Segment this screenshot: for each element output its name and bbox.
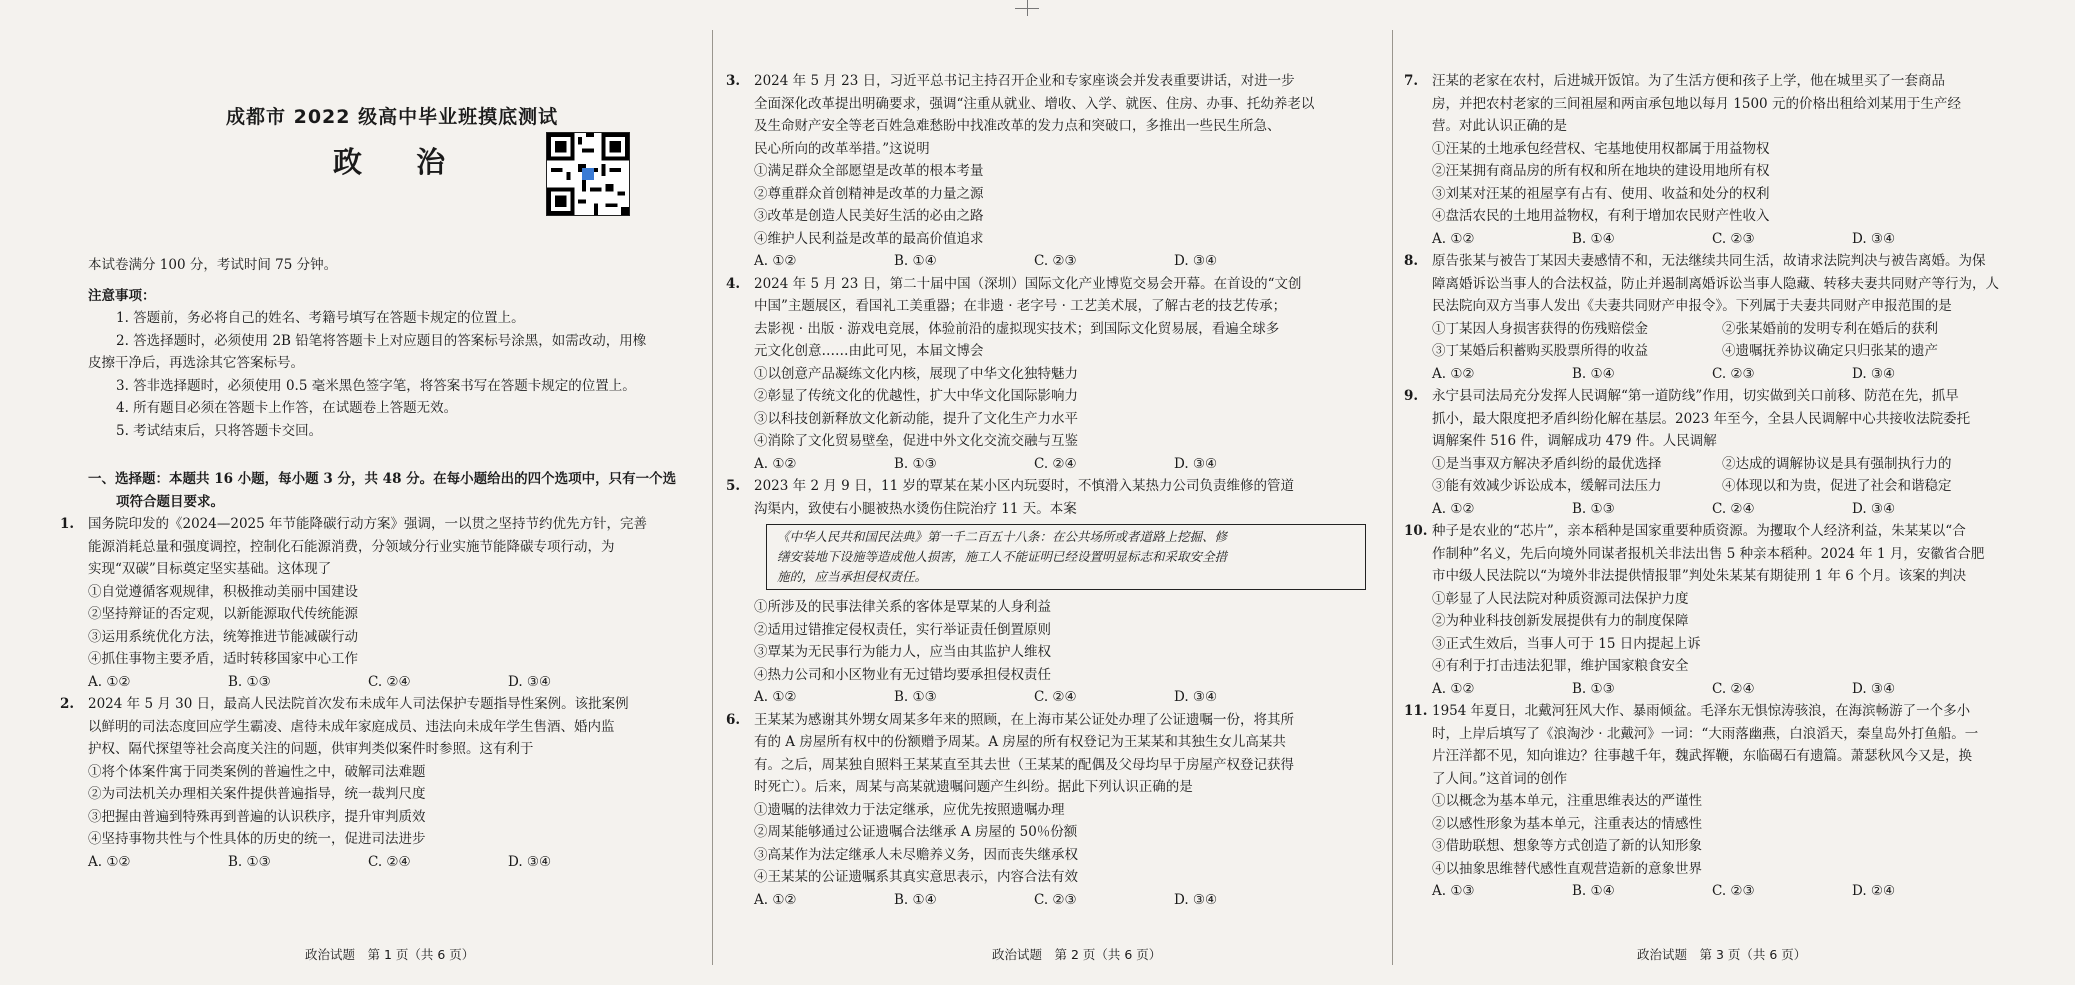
option: ③刘某对汪某的祖屋享有占有、使用、收益和处分的权利 (1432, 185, 1770, 202)
option: ①所涉及的民事法律关系的客体是覃某的人身利益 (754, 599, 1051, 615)
answer-choice[interactable]: B. ①③ (228, 673, 271, 690)
answer-choices (1432, 498, 2045, 521)
notice-item: 4. 所有题目必须在答题卡上作答，在试题卷上答题无效。 (116, 400, 458, 416)
answer-choice[interactable]: A. ①② (88, 853, 131, 870)
answer-choice[interactable]: D. ③④ (508, 673, 552, 690)
answer-choice[interactable]: A. ①② (1432, 365, 1475, 382)
question-stem-line (754, 340, 1366, 363)
answer-choices (88, 671, 694, 694)
option: ③能有效减少诉讼成本，缓解司法压力 (1432, 478, 1662, 494)
question-1 (60, 513, 694, 693)
question-stem-line (1432, 93, 2045, 116)
question-stem: 中国”主题展区，看国礼工美重器；在非遗 · 老字号 · 工艺美术展，了解古老的技艺传承； (754, 298, 1287, 314)
question-stem: 房，并把农村老家的三间祖屋和两亩承包地以每月 1500 元的价格出租给刘某用于生产经 (1432, 95, 1961, 112)
option: ④维护人民利益是改革的最高价值追求 (754, 230, 984, 247)
question-number: 10. (1404, 523, 1428, 539)
answer-choice[interactable]: B. ①③ (1572, 680, 1615, 697)
quote-line: 施的，应当承担侵权责任。 (777, 569, 928, 584)
option: ④坚持事物共性与个性具体的历史的统一，促进司法进步 (88, 831, 426, 847)
option-row (1432, 453, 2045, 476)
option: ①汪某的土地承包经营权、宅基地使用权都属于用益物权 (1432, 140, 1770, 157)
question-stem-line (754, 295, 1366, 318)
answer-choices (1432, 228, 2045, 251)
option: ①遗嘱的法律效力于法定继承，应优先按照遗嘱办理 (754, 801, 1065, 818)
section-heading: 一、选择题：本题共 16 小题，每小题 3 分，共 48 分。在每小题给出的四个选项中，只有一个选 (88, 471, 677, 487)
question-6 (726, 709, 1366, 912)
option-row (1432, 318, 2045, 341)
question-number: 2. (60, 696, 75, 712)
answer-choice[interactable]: D. ②④ (1852, 883, 1896, 899)
answer-choice[interactable]: B. ①④ (1572, 230, 1615, 247)
answer-choice[interactable]: C. ②③ (1712, 365, 1755, 382)
question-stem: 作制种”名义，先后向境外同谋者报机关非法出售 5 种亲本稻种。2024 年 1 月，安徽省合肥 (1432, 545, 1985, 562)
answer-choice[interactable]: C. ②④ (1712, 680, 1755, 697)
option-row (1432, 340, 2045, 363)
option: ③覃某为无民事行为能力人，应当由其监护人维权 (754, 644, 1051, 660)
question-4 (726, 273, 1366, 476)
option: ④体现以和为贵，促进了社会和谐稳定 (1722, 478, 1952, 494)
question-stem: 2024 年 5 月 23 日，第二十届中国（深圳）国际文化产业博览交易会开幕。在首设的“文创 (754, 275, 1302, 292)
option: ①以创意产品凝练文化内核，展现了中华文化独特魅力 (754, 365, 1078, 382)
answer-choice[interactable]: D. ③④ (1174, 455, 1218, 472)
option: ④抓住事物主要矛盾，适时转移国家中心工作 (88, 651, 358, 667)
question-stem: 原告张某与被告丁某因夫妻感情不和，无法继续共同生活，故请求法院判决与被告离婚。为保 (1432, 253, 1986, 269)
option: ①以概念为基本单元，注重思维表达的严谨性 (1432, 793, 1702, 809)
answer-choice[interactable]: C. ②④ (1034, 689, 1077, 705)
answer-choices (754, 453, 1366, 476)
page-1 (0, 0, 712, 985)
qr-code-icon[interactable] (546, 132, 630, 216)
answer-choice[interactable]: C. ②③ (1712, 230, 1755, 247)
question-stem-line (1432, 408, 2045, 431)
question-stem-line (726, 475, 1366, 498)
answer-choice[interactable]: B. ①④ (1572, 365, 1615, 382)
page-footer: 政治试题 第 3 页（共 6 页） (1637, 947, 1807, 962)
option: ②为司法机关办理相关案件提供普遍指导，统一裁判尺度 (88, 786, 426, 802)
answer-choice[interactable]: A. ①② (1432, 230, 1475, 247)
answer-choice[interactable]: C. ②④ (1034, 455, 1077, 472)
question-stem: 有的 A 房屋所有权中的份额赠予周某。A 房屋的所有权登记为王某某和其独生女儿高某共 (754, 734, 1286, 750)
option: ③运用系统优化方法，统筹推进节能减碳行动 (88, 628, 358, 645)
option: ③高某作为法定继承人未尽赡养义务，因而丧失继承权 (754, 846, 1078, 863)
answer-choices (754, 250, 1366, 273)
answer-choice[interactable]: A. ①② (754, 253, 797, 269)
question-stem: 有。之后，周某独自照料王某某直至其去世（王某某的配偶及父母均早于房屋产权登记获得 (754, 756, 1294, 773)
question-stem: 元文化创意……由此可见，本届文博会 (754, 343, 984, 359)
question-stem: 实现“双碳”目标奠定坚实基础。这体现了 (88, 561, 332, 577)
question-stem-line (726, 709, 1366, 732)
header (88, 52, 694, 179)
question-stem: 能源消耗总量和强度调控，控制化石能源消费，分领域分行业实施节能降碳专项行动，为 (88, 538, 615, 555)
answer-choice[interactable]: C. ②④ (368, 853, 411, 870)
question-stem: 时，上岸后填写了《浪淘沙 · 北戴河》一词：“大雨落幽燕，白浪滔天，秦皇岛外打鱼船。一 (1432, 725, 1979, 742)
answer-choice[interactable]: D. ③④ (1174, 891, 1218, 908)
answer-choice[interactable]: D. ③④ (1174, 253, 1218, 269)
question-number: 9. (1404, 388, 1419, 404)
option: ④以抽象思维替代感性直观营造新的意象世界 (1432, 860, 1702, 877)
answer-choice[interactable]: A. ①② (1432, 500, 1475, 517)
question-number: 1. (60, 516, 75, 532)
question-stem-line (1432, 295, 2045, 318)
option: ①丁某因人身损害获得的伤残赔偿金 (1432, 320, 1648, 337)
answer-choices (754, 686, 1366, 709)
question-stem: 种子是农业的“芯片”，亲本稻种是国家重要种质资源。为攫取个人经济利益，朱某某以“合 (1432, 523, 1966, 539)
question-8 (1404, 250, 2045, 385)
option: ④遗嘱抚养协议确定只归张某的遗产 (1722, 343, 1938, 359)
notice-item: 1. 答题前，务必将自己的姓名、考籍号填写在答题卡规定的位置上。 (116, 310, 525, 326)
question-stem: 2024 年 5 月 30 日，最高人民法院首次发布未成年人司法保护专题指导性案例。该批案例 (88, 696, 629, 712)
option: ③丁某婚后积蓄购买股票所得的收益 (1432, 343, 1648, 359)
question-9 (1404, 385, 2045, 520)
question-number: 4. (726, 275, 741, 292)
option: ②以感性形象为基本单元，注重表达的情感性 (1432, 815, 1702, 832)
question-stem-line (754, 776, 1366, 799)
question-stem: 抓小，最大限度把矛盾纠纷化解在基层。2023 年至今，全县人民调解中心共接收法院委托 (1432, 410, 1971, 427)
question-stem-line (1432, 543, 2045, 566)
question-list (726, 70, 1366, 911)
subject-title: 政 治 (333, 145, 468, 179)
answer-choice[interactable]: A. ①② (754, 689, 797, 705)
question-stem: 永宁县司法局充分发挥人民调解“第一道防线”作用，切实做到关口前移、防范在先，抓早 (1432, 388, 1959, 404)
option: ②尊重群众首创精神是改革的力量之源 (754, 185, 984, 202)
answer-choices (754, 889, 1366, 912)
notice-item: 5. 考试结束后，只将答题卡交回。 (116, 422, 323, 439)
question-number: 5. (726, 478, 741, 494)
question-stem-line (726, 273, 1366, 296)
option-row (1432, 475, 2045, 498)
question-stem: 了人间。”这首词的创作 (1432, 770, 1568, 787)
question-stem: 及生命财产安全等老百姓急难愁盼中找准改革的发力点和突破口，多推出一些民生所急、 (754, 118, 1281, 134)
question-stem-line (1432, 430, 2045, 453)
question-stem: 市中级人民法院以“为境外非法提供情报罪”判处朱某某有期徒刑 1 年 6 个月。该案的判决 (1432, 568, 1967, 584)
answer-choice[interactable]: D. ③④ (508, 853, 552, 870)
quote-line: 缮安装地下设施等造成他人损害，施工人不能证明已经设置明显标志和采取安全措 (777, 549, 1228, 564)
answer-choice[interactable]: D. ③④ (1852, 500, 1896, 517)
question-stem-line (754, 93, 1366, 116)
option: ③以科技创新释放文化新动能，提升了文化生产力水平 (754, 410, 1078, 427)
question-stem: 营。对此认识正确的是 (1432, 118, 1567, 134)
question-stem-line (1404, 70, 2045, 93)
option: ④盘活农民的土地用益物权，有利于增加农民财产性收入 (1432, 208, 1770, 224)
answer-choice[interactable]: B. ①③ (228, 853, 271, 870)
option: ②周某能够通过公证遗嘱合法继承 A 房屋的 50％份额 (754, 824, 1078, 840)
question-stem-line (754, 754, 1366, 777)
answer-choice[interactable]: B. ①④ (894, 891, 937, 908)
option: ③正式生效后，当事人可于 15 日内提起上诉 (1432, 635, 1701, 652)
question-stem: 王某某为感谢其外甥女周某多年来的照顾，在上海市某公证处办理了公证遗嘱一份，将其所 (754, 711, 1294, 728)
option: ②为种业科技创新发展提供有力的制度保障 (1432, 613, 1689, 629)
question-stem: 调解案件 516 件，调解成功 479 件。人民调解 (1432, 433, 1717, 449)
answer-choice[interactable]: D. ③④ (1174, 689, 1218, 705)
question-stem-line (754, 115, 1366, 138)
question-stem-line (1432, 745, 2045, 768)
answer-choice[interactable]: D. ③④ (1852, 365, 1896, 382)
question-number: 8. (1404, 253, 1419, 269)
answer-choice[interactable]: C. ②③ (1034, 891, 1077, 908)
question-stem-line (1432, 768, 2045, 791)
question-number: 11. (1404, 703, 1428, 719)
question-stem: 片汪洋都不见，知向谁边？往事越千年，魏武挥鞭，东临碣石有遗篇。萧瑟秋风今又是，换 (1432, 748, 1972, 764)
option: ①满足群众全部愿望是改革的根本考量 (754, 163, 984, 179)
option: ②张某婚前的发明专利在婚后的获利 (1722, 320, 1938, 337)
option: ②坚持辩证的否定观，以新能源取代传统能源 (88, 606, 358, 622)
answer-choice[interactable]: B. ①④ (894, 253, 937, 269)
question-stem-line (1404, 250, 2045, 273)
notice-item: 2. 答选择题时，必须使用 2B 铅笔将答题卡上对应题目的答案标号涂黑，如需改动，用橡 (116, 332, 647, 349)
question-3 (726, 70, 1366, 273)
question-stem: 2024 年 5 月 23 日，习近平总书记主持召开企业和专家座谈会并发表重要讲话，对进一步 (754, 73, 1295, 89)
question-2 (60, 693, 694, 873)
page-footer: 政治试题 第 2 页（共 6 页） (992, 947, 1162, 962)
option: ①将个体案件寓于同类案例的普遍性之中，破解司法难题 (88, 763, 426, 780)
option: ①自觉遵循客观规律，积极推动美丽中国建设 (88, 583, 358, 600)
answer-choice[interactable]: B. ①④ (1572, 883, 1615, 899)
question-stem: 国务院印发的《2024—2025 年节能降碳行动方案》强调，一以贯之坚持节约优先方针，完善 (88, 516, 648, 532)
question-stem-line (754, 731, 1366, 754)
question-stem: 全面深化改革提出明确要求，强调“注重从就业、增收、入学、就医、住房、办事、托幼养老以 (754, 95, 1315, 112)
exam-title: 成都市 2022 级高中毕业班摸底测试 (226, 106, 559, 128)
option: ②适用过错推定侵权责任，实行举证责任倒置原则 (754, 621, 1051, 638)
option: ④有利于打击违法犯罪，维护国家粮食安全 (1432, 658, 1689, 674)
answer-choice[interactable]: D. ③④ (1852, 680, 1896, 697)
option: ③把握由普遍到特殊再到普遍的认识秩序，提升审判质效 (88, 808, 426, 825)
answer-choice[interactable]: D. ③④ (1852, 230, 1896, 247)
answer-choice[interactable]: C. ②④ (1712, 500, 1755, 517)
answer-choice[interactable]: A. ①③ (1432, 883, 1475, 899)
question-stem-line (1432, 273, 2045, 296)
answer-choice[interactable]: A. ①② (1432, 680, 1475, 697)
question-5 (726, 475, 1366, 709)
question-stem: 民心所向的改革举措。”这说明 (754, 140, 930, 157)
question-stem: 1954 年夏日，北戴河狂风大作、暴雨倾盆。毛泽东无惧惊涛骇浪，在海滨畅游了一个多小 (1432, 703, 1971, 719)
page-footer: 政治试题 第 1 页（共 6 页） (305, 947, 475, 962)
answer-choices (1432, 678, 2045, 701)
option: ④热力公司和小区物业有无过错均要承担侵权责任 (754, 666, 1051, 683)
page-3 (1392, 0, 2075, 985)
question-stem-line (1404, 700, 2045, 723)
question-stem-line (754, 138, 1366, 161)
question-stem-line (1404, 385, 2045, 408)
question-stem-line (1432, 565, 2045, 588)
option: ②达成的调解协议是具有强制执行力的 (1722, 455, 1952, 472)
question-stem: 2023 年 2 月 9 日，11 岁的覃某在某小区内玩耍时，不慎滑入某热力公司负责维修的管道 (754, 478, 1294, 494)
option: ②汪某拥有商品房的所有权和所在地块的建设用地所有权 (1432, 163, 1770, 179)
option: ①是当事双方解决矛盾纠纷的最优选择 (1432, 455, 1662, 472)
option: ④王某某的公证遗嘱系其真实意思表示，内容合法有效 (754, 869, 1078, 885)
question-stem-line (754, 498, 1366, 521)
answer-choice[interactable]: B. ①③ (1572, 500, 1615, 517)
answer-choice[interactable]: C. ②③ (1034, 253, 1077, 269)
notice-list (88, 307, 694, 442)
question-10 (1404, 520, 2045, 700)
question-stem: 民法院向双方当事人发出《夫妻共同财产申报令》。下列属于夫妻共同财产申报范围的是 (1432, 298, 1952, 314)
question-stem-line (1432, 115, 2045, 138)
answer-choices (1432, 363, 2045, 386)
question-stem: 以鲜明的司法态度回应学生霸凌、虐待未成年家庭成员、违法向未成年学生售酒、婚内监 (88, 718, 615, 735)
option: ①彰显了人民法院对种质资源司法保护力度 (1432, 590, 1689, 607)
page-2 (712, 0, 1392, 985)
answer-choice[interactable]: C. ②③ (1712, 883, 1755, 899)
answer-choices (1432, 880, 2045, 903)
notice-item: 3. 答非选择题时，必须使用 0.5 毫米黑色签字笔，将答案书写在答题卡规定的位置上。 (116, 377, 636, 394)
question-number: 6. (726, 711, 741, 728)
option: ②彰显了传统文化的优越性，扩大中华文化国际影响力 (754, 388, 1078, 404)
question-stem: 去影视 · 出版 · 游戏电竞展，体验前沿的虚拟现实技术；到国际文化贸易展，看遍全球多 (754, 320, 1280, 337)
notice-item: 皮擦干净后，再选涂其它答案标号。 (88, 355, 304, 371)
question-stem: 障离婚诉讼当事人的合法权益，防止并遏制离婚诉讼当事人隐藏、转移夫妻共同财产等行为，人 (1432, 275, 1999, 292)
section-heading: 项符合题目要求。 (116, 493, 224, 510)
option: ④消除了文化贸易壁垒，促进中外文化交流交融与互鉴 (754, 433, 1078, 449)
legal-quote-box (766, 524, 1366, 590)
question-stem-line (1404, 520, 2045, 543)
question-stem-line (726, 70, 1366, 93)
question-stem: 汪某的老家在农村，后进城开饭馆。为了生活方便和孩子上学，他在城里买了一套商品 (1432, 73, 1945, 89)
quote-line: 《中华人民共和国民法典》第一千二百五十八条：在公共场所或者道路上挖掘、修 (777, 529, 1228, 544)
answer-choice[interactable]: B. ①③ (894, 455, 937, 472)
question-11 (1404, 700, 2045, 903)
question-stem-line (1432, 723, 2045, 746)
option: ③借助联想、想象等方式创造了新的认知形象 (1432, 838, 1702, 854)
question-stem-line (754, 318, 1366, 341)
question-number: 3. (726, 73, 741, 89)
notice-heading: 注意事项： (88, 287, 156, 304)
question-7 (1404, 70, 2045, 250)
option: ③改革是创造人民美好生活的必由之路 (754, 208, 984, 224)
question-number: 7. (1404, 73, 1419, 89)
answer-choice[interactable]: C. ②④ (368, 673, 411, 690)
answer-choices (88, 851, 694, 874)
question-list (1404, 70, 2045, 903)
question-stem: 沟渠内，致使右小腿被热水烫伤住院治疗 11 天。本案 (754, 500, 1077, 517)
answer-choice[interactable]: B. ①③ (894, 689, 937, 705)
exam-info: 本试卷满分 100 分，考试时间 75 分钟。 (88, 257, 338, 273)
answer-choice[interactable]: A. ①② (754, 891, 797, 908)
answer-choice[interactable]: A. ①② (754, 455, 797, 472)
question-stem: 护权、隔代探望等社会高度关注的问题，供审判类似案件时参照。这有利于 (88, 741, 534, 757)
question-stem: 时死亡）。后来，周某与高某就遗嘱问题产生纠纷。据此下列认识正确的是 (754, 779, 1193, 795)
answer-choice[interactable]: A. ①② (88, 673, 131, 690)
